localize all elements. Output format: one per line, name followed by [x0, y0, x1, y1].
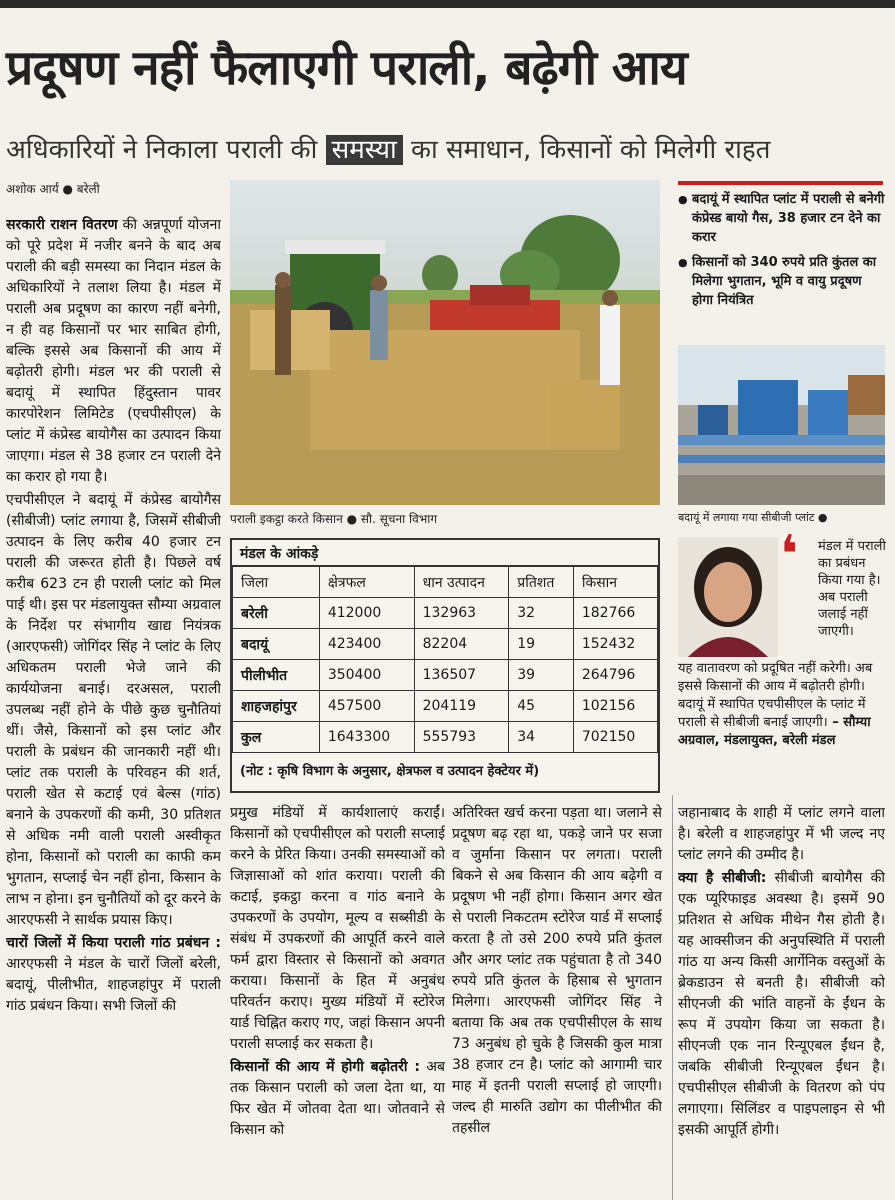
table-cell: 555793: [414, 722, 509, 753]
highlight-bullet: ● बदायूं में स्थापित प्लांट में पराली से बनेगी कंप्रेस्ड बायो गैस, 38 हजार टन देने का करार: [678, 190, 885, 247]
lead-paragraph: [6, 215, 221, 488]
table-cell: 39: [509, 660, 574, 691]
subheadline: [6, 130, 890, 170]
paragraph: [6, 933, 221, 1017]
table-cell: 204119: [414, 691, 509, 722]
quote-text: [678, 660, 886, 750]
table-cell: 1643300: [319, 722, 414, 753]
table-cell: 702150: [573, 722, 657, 753]
table-cell: 45: [509, 691, 574, 722]
table-title: मंडल के आंकड़े: [232, 540, 658, 566]
plant-photo-caption: बदायूं में लगाया गया सीबीजी प्लांट ●: [678, 511, 828, 524]
table-cell: कुल: [233, 722, 320, 753]
table-header: किसान: [573, 567, 657, 598]
quote-body: यह वातावरण को प्रदूषित नहीं करेगी। अब इससे किसानों की आय में बढ़ोतरी होगी। बदायूं में स्थापित एचपीसीएल के प्लांट में पराली से सीबीजी बनाई जाएगी।: [678, 661, 873, 730]
lead-bold: सरकारी राशन वितरण: [6, 217, 118, 233]
photo-caption: पराली इकट्ठा करते किसान ● सौ. सूचना विभाग: [230, 512, 438, 526]
table-row: [233, 691, 658, 722]
table-row-total: [233, 722, 658, 753]
table-cell: पीलीभीत: [233, 660, 320, 691]
table-cell: बदायूं: [233, 629, 320, 660]
data-table: [232, 566, 658, 753]
table-row: [233, 598, 658, 629]
paragraph: जहानाबाद के शाही में प्लांट लगने वाला है। बरेली व शाहजहांपुर में भी जल्द नए प्लांट लगने की उम्मीद है।: [678, 805, 885, 863]
top-border: [0, 0, 895, 8]
table-cell: 457500: [319, 691, 414, 722]
table-cell: 19: [509, 629, 574, 660]
subhead-highlight: समस्या: [326, 135, 403, 165]
paragraph-text: सीबीजी बायोगैस की एक प्यूरिफाइड अवस्था है। इसमें 90 प्रतिशत से अधिक मीथेन गैस होती है। यह आक्सीजन की अनुपस्थिति में पराली गांठ या अन्य किसी आर्गेनिक वस्तुओं के ब्रेकडाउन से बनती है। सीबीजी को सीएनजी की भांति वाहनों के ईंधन के रूप में उपयोग किया जा सकता है। सीएनजी एक नान रिन्यूएबल ईंधन है, जबकि सीबीजी रिन्यूएबल ईंधन है। एचपीसीएल सीबीजी के वितरण को पंप लगाएगा। सिलिंडर व पाइपलाइन से भी इसकी आपूर्ति होगी।: [678, 870, 885, 1138]
paragraph: एचपीसीएल ने बदायूं में कंप्रेस्ड बायोगैस (सीबीजी) प्लांट लगाया है, जिसमें सीबीजी उत्पादन के लिए करीब 40 हजार टन पराली की जरूरत होती है। पिछले वर्ष करीब 623 टन ही पराली प्लांट को मिल पाई थी। इस पर मंडलायुक्त सौम्या अग्रवाल के निर्देश पर संभागीय खाद्य नियंत्रक (आरएफसी) जोगिंदर सिंह ने प्लांट के लिए अधिकतम पराली भेजे जाने की कार्ययोजना बनाई। दरअसल, पराली उपलब्ध नहीं होने के पीछे कुछ चुनौतियां थीं। जैसे, किसानों को इस प्लांट और पराली के प्रबंधन की जानकारी नहीं थी। प्लांट तक पराली के परिवहन की शर्त, पराली खेत से कटाई एवं बेल्स (गांठ) बनाने के उपकरणों की कमी, 30 प्रतिशत से अधिक नमी वाली पराली अस्वीकृत होना, किसानों को पराली का काफी कम भुगतान, सप्लाई चेन नहीं होना, किसान के लाभ न होना। इन चुनौतियों को दूर करने के आरएफसी ने सार्थक प्रयास किए।: [6, 492, 221, 928]
paragraph: अतिरिक्त खर्च करना पड़ता था। जलाने से प्रदूषण बढ़ रहा था, पकड़े जाने पर सजा व जुर्माना किसान पर लगता। पराली बिकने से अब किसान की आय बढ़ेगी व प्रदूषण भी नहीं होगा। किसान अगर खेत से पराली निकटतम स्टोरेज यार्ड में सप्लाई करता है तो उसे 200 रुपये प्रति कुंतल और अगर प्लांट तक पहुंचाता है तो 340 रुपये प्रति कुंतल के हिसाब से भुगतान मिलेगा। आरएफसी जोगिंदर सिंह ने बताया कि अब तक एचपीसीएल के साथ 73 अनुबंध हो चुके है जिसकी कुल मात्रा 38 हजार टन है। प्लांट को आगामी चार माह में इतनी पराली सप्लाई हो जाएगी। जल्द ही मारुति उद्योग का पीलीभीत की तहसील: [452, 805, 662, 1136]
table-header: जिला: [233, 567, 320, 598]
accent-rule: [678, 181, 883, 185]
table-header: क्षेत्रफल: [319, 567, 414, 598]
table-cell: 82204: [414, 629, 509, 660]
highlights-box: [678, 190, 885, 316]
table-cell: 136507: [414, 660, 509, 691]
table-cell: 132963: [414, 598, 509, 629]
subhead-after: का समाधान, किसानों को मिलेगी राहत: [402, 135, 771, 165]
table-cell: 264796: [573, 660, 657, 691]
subheading: किसानों की आय में होगी बढ़ोतरी :: [230, 1059, 420, 1075]
stats-table: [230, 538, 660, 793]
paragraph-text: आरएफसी ने मंडल के चारों जिलों बरेली, बदायूं, पीलीभीत, शाहजहांपुर में पराली गांठ प्रबंधन किया। सभी जिलों की: [6, 956, 221, 1014]
table-header-row: [233, 567, 658, 598]
quote-text-top: मंडल में पराली का प्रबंधन किया गया है। अब पराली जलाई नहीं जाएगी।: [818, 539, 886, 639]
table-header: धान उत्पादन: [414, 567, 509, 598]
table-row: [233, 629, 658, 660]
headline: प्रदूषण नहीं फैलाएगी पराली, बढ़ेगी आय: [6, 40, 687, 96]
table-cell: 32: [509, 598, 574, 629]
column-divider: [672, 795, 673, 1200]
paragraph: [678, 868, 885, 1141]
table-cell: बरेली: [233, 598, 320, 629]
article-column-3: [452, 803, 662, 1200]
table-cell: 102156: [573, 691, 657, 722]
table-cell: 182766: [573, 598, 657, 629]
paragraph: प्रमुख मंडियों में कार्यशालाएं कराईं। किसानों को एचपीसीएल को पराली सप्लाई करने के प्रेरित किया। उनकी समस्याओं को जिज्ञासाओं को शांत कराया। पराली की कटाई, इकट्ठा करना व गांठ बनाने के उपकरणों के उपयोग, मूल्य व सब्सीडी के संबंध में उपकरणों की आपूर्ति करने वाले फर्म द्वारा विस्तार से किसानों को अवगत कराया। किसानों के हित में अनुबंध परिवर्तन कराए। मुख्य मंडियों में स्टोरेज यार्ड चिह्नित कराए गए, जहां किसान अपनी पराली सप्लाई कर सकता है।: [230, 805, 445, 1052]
table-cell: 423400: [319, 629, 414, 660]
subheading: चारों जिलों में किया पराली गांठ प्रबंधन :: [6, 935, 221, 951]
table-row: [233, 660, 658, 691]
table-cell: 412000: [319, 598, 414, 629]
cbg-plant-photo: [678, 345, 885, 505]
table-cell: 34: [509, 722, 574, 753]
byline: अशोक आर्य ● बरेली: [6, 182, 100, 196]
article-column-1: [6, 215, 221, 1200]
table-header: प्रतिशत: [509, 567, 574, 598]
paragraph: [230, 1057, 445, 1141]
table-cell: 350400: [319, 660, 414, 691]
highlight-bullet: ● किसानों को 340 रुपये प्रति कुंतल का मिलेगा भुगतान, भूमि व वायु प्रदूषण होगा नियंत्रित: [678, 253, 885, 310]
article-column-4: [678, 803, 885, 1200]
quote-source: – सौम्या अग्रवाल, मंडलायुक्त, बरेली मंडल: [678, 715, 871, 748]
table-cell: 152432: [573, 629, 657, 660]
official-portrait: [678, 537, 778, 657]
farmers-photo: [230, 180, 660, 505]
quote-mark-icon: ❛: [780, 525, 799, 585]
lead-text: की अन्नपूर्णा योजना को पूरे प्रदेश में नजीर बनने के बाद अब पराली की बड़ी समस्या का निदान मंडल के अधिकारियों ने तलाश लिया है। मंडल में पराली अब प्रदूषण का कारण नहीं बनेगी, न ही वह किसानों पर भार साबित होगी, बल्कि इससे अब किसानों की आय में बढ़ोतरी होगी। मंडल भर की पराली से बदायूं में स्थापित हिंदुस्तान पावर कारपोरेशन लिमिटेड (एचपीसीएल) के प्लांट में कंप्रेस्ड बायोगैस का उत्पादन किया जाएगा। मंडल से 38 हजार टन पराली देने का करार हो गया है।: [6, 217, 221, 485]
paragraph-text: अब तक किसान पराली को जला देता था, या फिर खेत में जोतवा देता था। जोतवाने से किसान को: [230, 1059, 445, 1138]
table-note: (नोट : कृषि विभाग के अनुसार, क्षेत्रफल व उत्पादन हेक्टेयर में): [240, 764, 540, 779]
article-column-2: [230, 803, 445, 1200]
subheading: क्या है सीबीजी:: [678, 870, 767, 886]
table-cell: शाहजहांपुर: [233, 691, 320, 722]
subhead-before: अधिकारियों ने निकाला पराली की: [6, 135, 326, 165]
